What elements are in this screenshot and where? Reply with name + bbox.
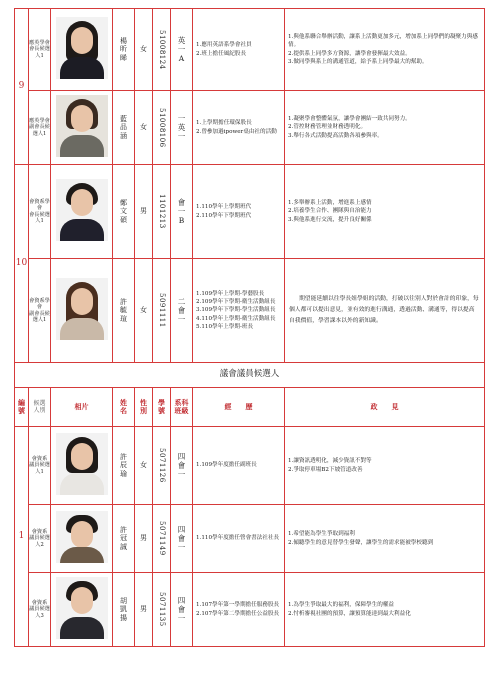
candidate-experience: 1.上學期擔任環保股長 2.曾參加過ipower桌由社的活動 (193, 91, 285, 165)
candidate-sex: 女 (135, 91, 153, 165)
candidate-policy: 期望能延續以往學長姐學姐的活動，打破以往別人對於會計的印象，每個人都可以提出意見，並有效的進行溝通，透過活動、溝通等，得以提高自我價值，學習課本以外的新知識。 (285, 259, 485, 363)
candidate-photo (51, 573, 113, 647)
group-number: 1 (15, 427, 29, 647)
header-policy: 政 見 (285, 388, 485, 427)
candidate-student-id: 5091111 (153, 259, 171, 363)
header-experience: 經 歷 (193, 388, 285, 427)
table-row (15, 427, 485, 505)
table-row (15, 505, 485, 573)
candidate-policy: 1.多舉辦系上活動，增進系上感情 2.培養學生合作、團隊與自治能力 3.與他系進行交流，提升良好關係 (285, 165, 485, 259)
candidate-name: 楊 昕 睎 (113, 9, 135, 91)
header-sex: 性 別 (135, 388, 153, 427)
candidate-student-id: 5071135 (153, 573, 171, 647)
candidate-class: 一 英 一 (171, 91, 193, 165)
candidate-student-id: 51008124 (153, 9, 171, 91)
candidate-class: 會 一 B (171, 165, 193, 259)
candidate-sex: 男 (135, 165, 153, 259)
candidate-experience: 1.109學年上學期-學藝股長 2.109學年下學期-衛生活動組長 3.109學年下學期-學生活動組長 4.110學年上學期-衛生活動組長 5.110學年上學期-班長 (193, 259, 285, 363)
candidate-policy: 1.為學生爭取最大的福利，保障學生的權益 2.忖析審視社團的預算，讓預算能達到最大利益化 (285, 573, 485, 647)
candidate-role: 會資系 議員候選人3 (29, 573, 51, 647)
table-row (15, 259, 485, 363)
group-number: 10 (15, 165, 29, 363)
candidate-photo (51, 91, 113, 165)
candidate-role: 會資系 議員候選人1 (29, 427, 51, 505)
candidate-experience: 1.109學年度擔任副班長 (193, 427, 285, 505)
table-row (15, 91, 485, 165)
candidate-sex: 女 (135, 427, 153, 505)
candidate-photo (51, 427, 113, 505)
candidate-class: 四 會 一 (171, 573, 193, 647)
candidate-role: 應英學會 副會長候選人1 (29, 91, 51, 165)
candidate-student-id: 5071149 (153, 505, 171, 573)
candidate-role: 應英學會 會長候選人1 (29, 9, 51, 91)
table-row (15, 573, 485, 647)
candidate-experience: 1.110學年上學期班代 2.110學年下學期班代 (193, 165, 285, 259)
candidate-student-id: 5071126 (153, 427, 171, 505)
candidate-name: 鄭 文 碩 (113, 165, 135, 259)
header-class: 系科 班級 (171, 388, 193, 427)
candidate-role: 會資系學會 會長候選人1 (29, 165, 51, 259)
candidate-table (14, 8, 485, 647)
candidate-sex: 女 (135, 9, 153, 91)
candidate-sex: 男 (135, 505, 153, 573)
candidate-student-id: 1101213 (153, 165, 171, 259)
candidate-policy: 1.讓資訊透明化，減少資訊不對等 2.爭取停車場B2下坡管道改善 (285, 427, 485, 505)
section-title: 議會議員候選人 (15, 363, 485, 388)
candidate-policy: 1.希望能為學生爭取到福利 2.傾聽學生的意見替學生發聲，讓學生的需求能被學校聽到 (285, 505, 485, 573)
candidate-sheet (14, 8, 484, 647)
header-student-id: 學 號 (153, 388, 171, 427)
candidate-photo (51, 505, 113, 573)
candidate-name: 許 冠 誠 (113, 505, 135, 573)
section-title-row (15, 363, 485, 388)
header-photo: 相片 (51, 388, 113, 427)
candidate-policy: 1.與他系聯合舉辦活動，讓系上活動更加多元，增加系上同學們的凝聚力與感情。 2.提供系上同學多方資源，讓學會發揮最大效益。 3.做同學與系上的溝通管道，給予系上同學最大的幫助。 (285, 9, 485, 91)
candidate-class: 二 會 一 (171, 259, 193, 363)
candidate-name: 藍 品 涵 (113, 91, 135, 165)
candidate-role: 會資系學會 副會長候選人1 (29, 259, 51, 363)
candidate-photo (51, 9, 113, 91)
table-row (15, 165, 485, 259)
candidate-name: 許 辰 瑜 (113, 427, 135, 505)
header-number: 編 號 (15, 388, 29, 427)
table-header-row (15, 388, 485, 427)
candidate-class: 四 會 一 (171, 505, 193, 573)
header-name: 姓 名 (113, 388, 135, 427)
table-row (15, 9, 485, 91)
candidate-photo (51, 259, 113, 363)
candidate-role: 會資系 議員候選人2 (29, 505, 51, 573)
candidate-name: 胡 凱 揚 (113, 573, 135, 647)
candidate-photo (51, 165, 113, 259)
candidate-student-id: 51008106 (153, 91, 171, 165)
candidate-class: 英 一 A (171, 9, 193, 91)
group-number: 9 (15, 9, 29, 165)
candidate-sex: 男 (135, 573, 153, 647)
candidate-name: 許 毓 瑄 (113, 259, 135, 363)
candidate-experience: 1.110學年度擔任營會書法社社長 (193, 505, 285, 573)
header-role: 候選 人別 (29, 388, 51, 427)
candidate-experience: 1.應用英語系學會社員 2.班上擔任風紀股長 (193, 9, 285, 91)
candidate-policy: 1.凝聚學會整體氣氛，讓學會團結一致共同努力。 2.管控財務管理並財務透明化。 3.舉行各式活動提高活動各項參與率。 (285, 91, 485, 165)
candidate-sex: 女 (135, 259, 153, 363)
candidate-experience: 1.107學年第一學期擔任服務股長 2.107學年第二學期擔任公益股長 (193, 573, 285, 647)
candidate-class: 四 會 一 (171, 427, 193, 505)
